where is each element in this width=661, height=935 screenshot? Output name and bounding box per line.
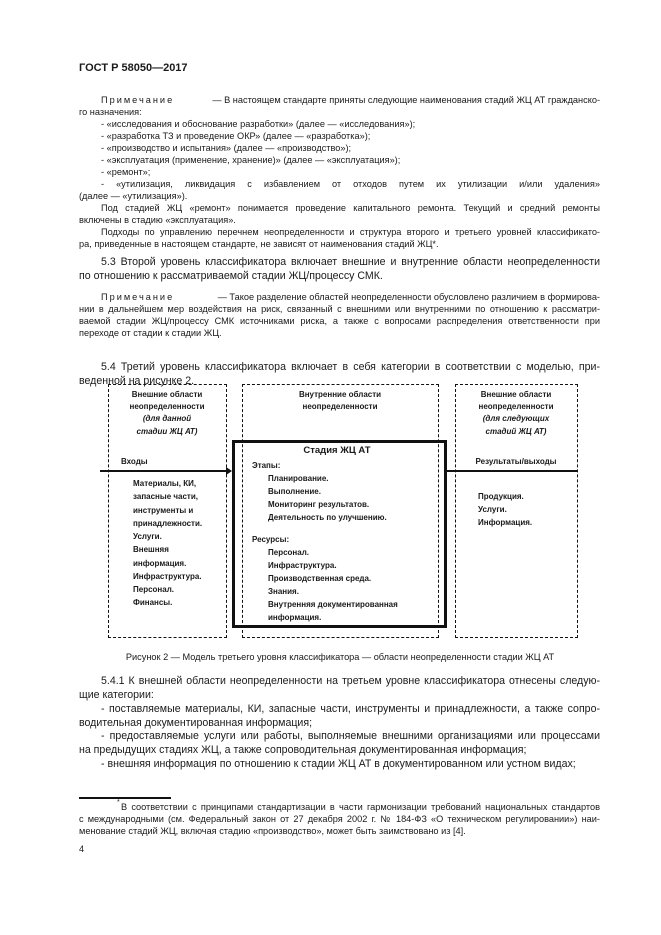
- footnote-line: менование стадий ЖЦ, включая стадию «производство», может быть заимствовано из [4].: [79, 826, 466, 836]
- paragraph-5-4-1: щие категории:: [79, 689, 154, 701]
- note-line: - «производство и испытания» (далее — «производство»);: [101, 143, 352, 153]
- input-item: Инфраструктура.: [133, 572, 202, 581]
- input-item: Материалы, КИ,: [133, 479, 197, 488]
- note-line: - «ремонт»;: [101, 167, 151, 177]
- left-title: Внешние области: [131, 390, 203, 399]
- right-title: неопределенности: [478, 402, 554, 411]
- resource-item: Персонал.: [268, 548, 310, 557]
- list-item: - поставляемые материалы, КИ, запасные части, инструменты и принадлежности, а также сопро-: [101, 703, 600, 715]
- stage-item: Мониторинг результатов.: [268, 500, 370, 509]
- input-item: Внешняя: [133, 545, 169, 554]
- figure-caption: Рисунок 2 — Модель третьего уровня классификатора — области неопределенности стадии ЖЦ АТ: [125, 652, 555, 662]
- input-item: запасные части,: [133, 492, 198, 501]
- middle-title: Внутренние области: [298, 390, 382, 399]
- output-arrow-line: [447, 470, 577, 472]
- stage-title: Стадия ЖЦ АТ: [303, 445, 371, 456]
- right-subtitle: (для следующих: [482, 414, 550, 423]
- note-line: - «эксплуатация (применение, хранение)» (далее — «эксплуатация»);: [101, 155, 401, 165]
- note-line: - «утилизация, ликвидация с избавлением от отходов путем их утилизации и/или удаления»: [101, 179, 600, 189]
- resource-item: Знания.: [268, 587, 299, 596]
- input-item: Услуги.: [133, 532, 162, 541]
- outputs-label: Результаты/выходы: [475, 457, 557, 466]
- resources-label: Ресурсы:: [252, 535, 290, 544]
- note-label: Примечание: [101, 95, 175, 105]
- note-line: ваемой стадии ЖЦ/процессу СМК источниками риска, а также с вопросами распределения ответственности при: [79, 316, 600, 326]
- output-item: Услуги.: [478, 505, 507, 514]
- input-item: информация.: [133, 559, 187, 568]
- resource-item: информация.: [268, 613, 322, 622]
- input-item: Персонал.: [133, 585, 175, 594]
- footnote-mark: *: [117, 799, 120, 806]
- note-line: Подходы по управлению перечнем неопределенности и структура второго и третьего уровней классификато-: [101, 227, 600, 237]
- right-title: Внешние области: [480, 390, 552, 399]
- list-item: - предоставляемые услуги или работы, выполняемые внешними организациями или процессами: [101, 730, 600, 742]
- footnote-divider: [79, 797, 171, 799]
- paragraph-5-3: 5.3 Второй уровень классификатора включает внешние и внутренние области неопределенности: [101, 256, 600, 268]
- note-label: Примечание: [101, 292, 175, 302]
- input-item: Финансы.: [133, 598, 173, 607]
- note-line: Под стадией ЖЦ «ремонт» понимается проведение капитального ремонта. Текущий и средний ремонты: [101, 203, 600, 213]
- note-line: (далее — «утилизация»).: [79, 191, 188, 201]
- page-number: 4: [79, 844, 85, 854]
- paragraph-5-4-1: 5.4.1 К внешней области неопределенности на третьем уровне классификатора отнесены следую-: [101, 675, 600, 687]
- stage-item: Выполнение.: [268, 487, 321, 496]
- note-line: - «исследования и обоснование разработки» (далее — «исследования»);: [101, 119, 416, 129]
- stage-item: Планирование.: [268, 474, 329, 483]
- right-subtitle: стадий ЖЦ АТ): [485, 427, 547, 436]
- resource-item: Инфраструктура.: [268, 561, 337, 570]
- list-item: на предыдущих стадиях ЖЦ, а также сопроводительная документированная информация;: [79, 744, 527, 756]
- resource-item: Производственная среда.: [268, 574, 372, 583]
- note-line: переходе от стадии к стадии ЖЦ.: [79, 328, 222, 338]
- left-subtitle: стадии ЖЦ АТ): [136, 427, 198, 436]
- footnote-line: с международными (см. Федеральный закон от 27 декабря 2002 г. № 184-ФЗ «О техническом регулировании») наи-: [79, 814, 600, 824]
- left-subtitle: (для данной: [142, 414, 192, 423]
- document-id: ГОСТ Р 58050—2017: [79, 62, 188, 74]
- note-line: го назначения:: [79, 107, 142, 117]
- note-line: нии в дальнейшем мер воздействия на риск, связанный с внешними или внутренними по отношению к рассматри-: [79, 304, 600, 314]
- note-line: — В настоящем стандарте приняты следующие наименования стадий ЖЦ АТ гражданско-: [212, 95, 600, 105]
- input-arrow-line: [100, 470, 228, 472]
- left-title: неопределенности: [129, 402, 205, 411]
- output-item: Продукция.: [478, 492, 524, 501]
- list-item: водительная документированная информация;: [79, 717, 313, 729]
- input-item: инструменты и: [133, 506, 194, 515]
- list-item: - внешняя информация по отношению к стадии ЖЦ АТ в документированном или устном видах;: [101, 758, 576, 770]
- input-item: принадлежности.: [133, 519, 203, 528]
- note-line: — Такое разделение областей неопределенности обусловлено различием в формирова-: [217, 292, 600, 302]
- arrow-head-icon: [226, 467, 232, 475]
- inputs-label: Входы: [121, 457, 148, 466]
- output-item: Информация.: [478, 518, 533, 527]
- resource-item: Внутренняя документированная: [268, 600, 398, 609]
- paragraph-5-4: веденной на рисунке 2.: [79, 375, 195, 387]
- paragraph-5-3: по отношению к рассматриваемой стадии ЖЦ/процессу СМК.: [79, 270, 383, 282]
- stages-label: Этапы:: [252, 461, 281, 470]
- note-line: ра, приведенные в настоящем стандарте, не зависят от наименования стадий ЖЦ*.: [79, 239, 439, 249]
- footnote-line: В соответствии с принципами стандартизации в части гармонизации требований национальных стандартов: [121, 802, 600, 812]
- note-line: включены в стадию «эксплуатация».: [79, 215, 236, 225]
- stage-item: Деятельность по улучшению.: [268, 513, 387, 522]
- note-line: - «разработка ТЗ и проведение ОКР» (далее — «разработка»);: [101, 131, 371, 141]
- paragraph-5-4: 5.4 Третий уровень классификатора включает в себя категории в соответствии с моделью, при-: [101, 361, 600, 373]
- middle-title: неопределенности: [302, 402, 378, 411]
